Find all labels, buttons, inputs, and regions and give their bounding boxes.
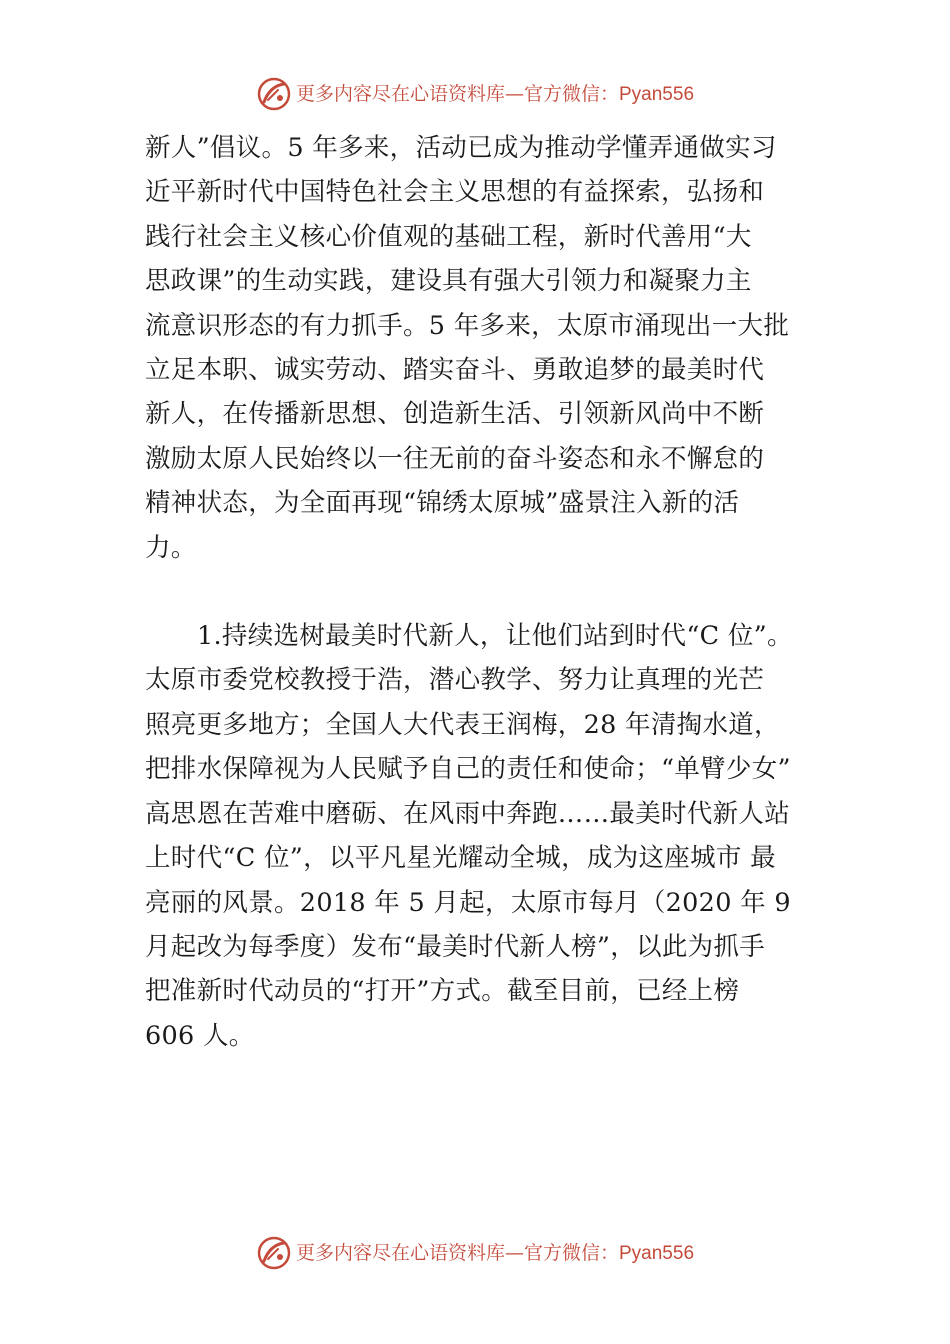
text-line: 思政课”的生动实践，建设具有强大引领力和凝聚力主 bbox=[145, 266, 752, 297]
text-line: 新人”倡议。5 年多来，活动已成为推动学懂弄通做实习 bbox=[145, 133, 777, 163]
text-line: 1.持续选树最美时代新人，让他们站到时代“C 位”。 bbox=[197, 621, 793, 652]
text-line: 流意识形态的有力抓手。5 年多来，太原市涌现出一大批 bbox=[145, 310, 790, 341]
header-watermark bbox=[0, 76, 950, 112]
text-line: 照亮更多地方；全国人大代表王润梅，28 年清掏水道， bbox=[145, 709, 780, 740]
text-line: 精神状态，为全面再现“锦绣太原城”盛景注入新的活 bbox=[145, 488, 740, 519]
text-line: 亮丽的风景。2018 年 5 月起，太原市每月（2020 年 9 bbox=[145, 887, 791, 918]
paragraph-1 bbox=[145, 126, 835, 570]
text-line: 月起改为每季度）发布“最美时代新人榜”，以此为抓手 bbox=[145, 931, 766, 962]
text-line: 把准新时代动员的“打开”方式。截至目前，已经上榜 bbox=[145, 976, 740, 1007]
text-line: 把排水保障视为人民赋予自己的责任和使命；“单臂少女” bbox=[145, 754, 791, 785]
watermark-site-text: 更多内容尽在心语资料库—官方微信： bbox=[295, 82, 619, 105]
text-line: 立足本职、诚实劳动、踏实奋斗、勇敢追梦的最美时代 bbox=[145, 355, 765, 386]
footer-watermark bbox=[0, 1235, 950, 1271]
text-line: 力。 bbox=[145, 532, 197, 563]
watermark-wechat-id: Pyan556 bbox=[619, 83, 695, 105]
text-line: 新人，在传播新思想、创造新生活、引领新风尚中不断 bbox=[145, 399, 765, 430]
document-body bbox=[145, 126, 835, 1058]
text-line: 践行社会主义核心价值观的基础工程，新时代善用“大 bbox=[145, 221, 752, 252]
watermark-site-text: 更多内容尽在心语资料库—官方微信： bbox=[295, 1241, 619, 1264]
text-line: 606 人。 bbox=[145, 1020, 255, 1051]
text-line: 上时代“C 位”，以平凡星光耀动全城，成为这座城市 最 bbox=[145, 843, 776, 874]
watermark-wechat-id: Pyan556 bbox=[619, 1242, 695, 1264]
text-line: 近平新时代中国特色社会主义思想的有益探索，弘扬和 bbox=[145, 177, 765, 208]
logo-icon bbox=[256, 1235, 292, 1271]
text-line: 太原市委党校教授于浩，潜心教学、努力让真理的光芒 bbox=[145, 665, 765, 696]
logo-icon bbox=[256, 76, 292, 112]
text-line: 激励太原人民始终以一往无前的奋斗姿态和永不懈怠的 bbox=[145, 443, 765, 474]
text-line: 高思恩在苦难中磨砺、在风雨中奔跑……最美时代新人站 bbox=[145, 798, 791, 829]
paragraph-2 bbox=[145, 614, 835, 1058]
